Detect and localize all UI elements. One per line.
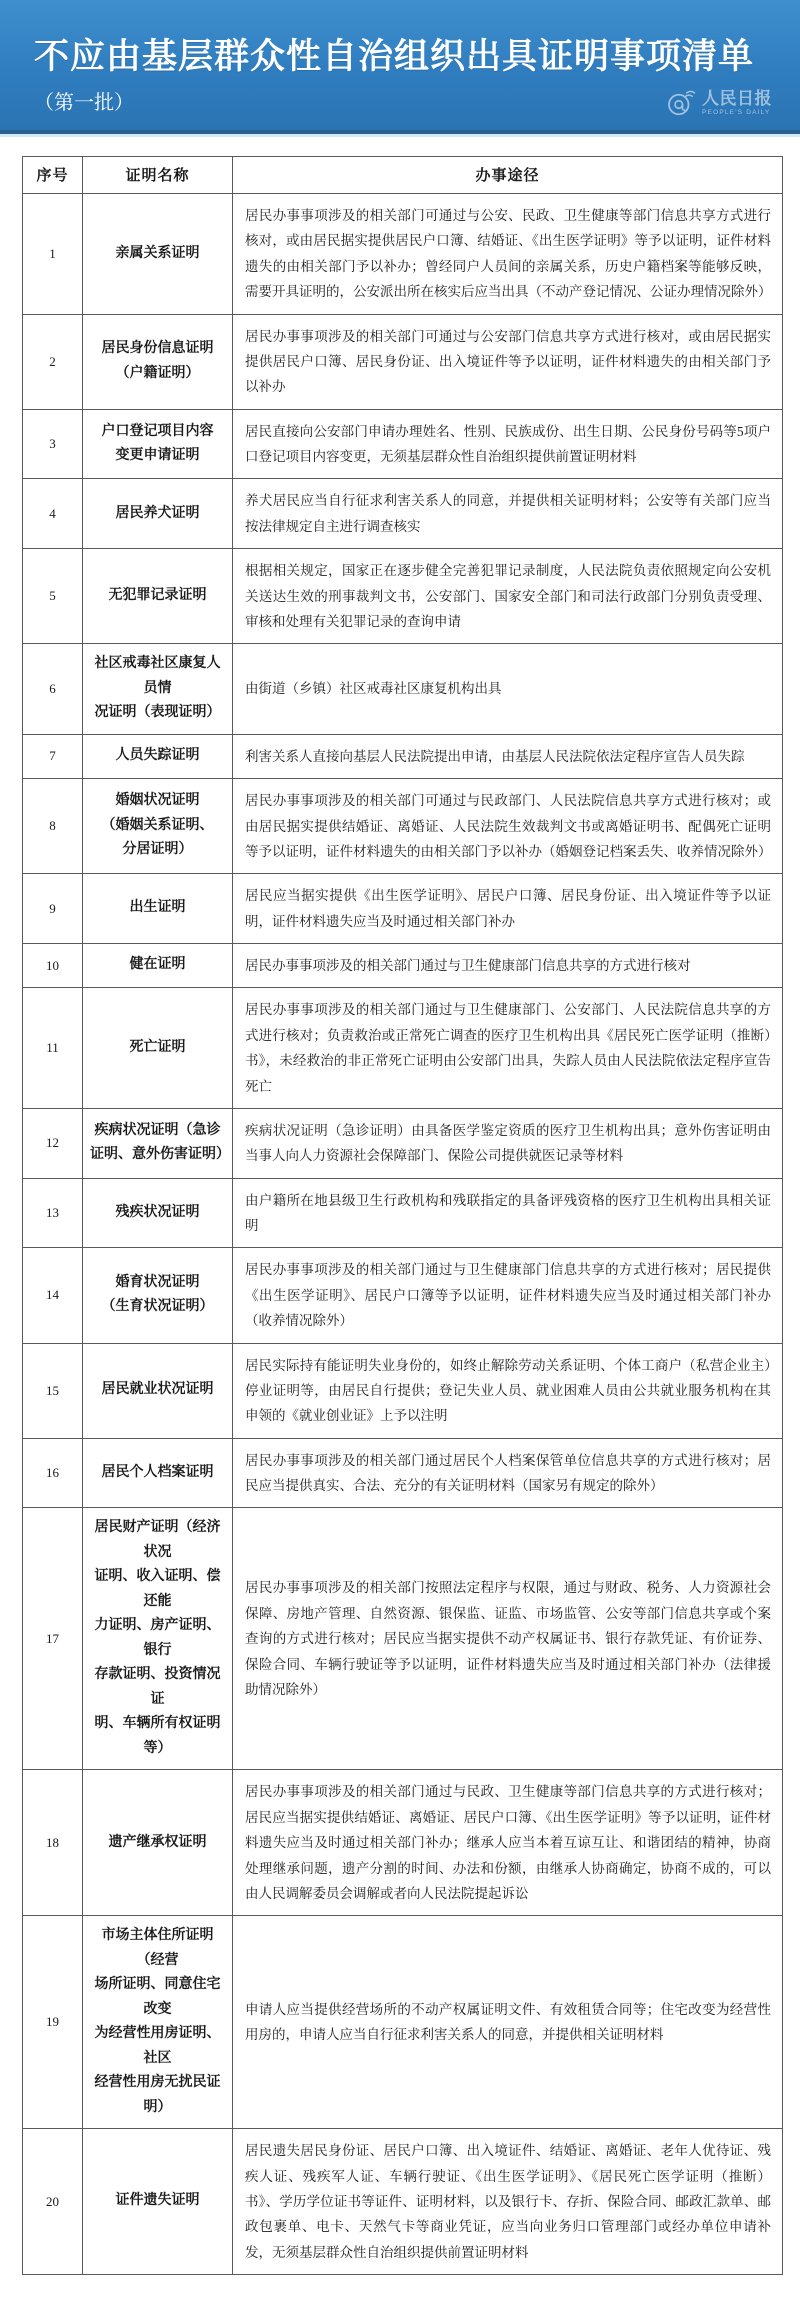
- cell-handling-route: 居民办事事项涉及的相关部门可通过与民政部门、人民法院信息共享方式进行核对；或由居民据实提供结婚证、离婚证、人民法院生效裁判文书或离婚证明书、配偶死亡证明等予以证明，证件材料遗失的由相关部门予以补办（婚姻登记档案丢失、收养情况除外）: [233, 779, 783, 874]
- table-header-row: [23, 157, 783, 194]
- table-row: [23, 1508, 783, 1770]
- cell-sequence-number: 15: [23, 1343, 83, 1438]
- cell-certificate-name: 健在证明: [83, 944, 233, 988]
- cell-certificate-name: 居民养犬证明: [83, 479, 233, 549]
- cell-sequence-number: 11: [23, 988, 83, 1109]
- table-row: [23, 1438, 783, 1508]
- cell-handling-route: 疾病状况证明（急诊证明）由具备医学鉴定资质的医疗卫生机构出具；意外伤害证明由当事人向人力资源社会保障部门、保险公司提供就医记录等材料: [233, 1108, 783, 1178]
- cell-sequence-number: 3: [23, 409, 83, 479]
- cell-sequence-number: 7: [23, 734, 83, 778]
- cell-sequence-number: 6: [23, 644, 83, 735]
- table-row: [23, 1770, 783, 1916]
- cell-handling-route: 居民办事事项涉及的相关部门通过与民政、卫生健康等部门信息共享的方式进行核对；居民应当据实提供结婚证、离婚证、居民户口簿、《出生医学证明》等予以证明，证件材料遗失应当及时通过相关部门补办；继承人应当本着互谅互让、和谐团结的精神，协商处理继承问题，遗产分割的时间、办法和份额，由继承人协商确定，协商不成的，可以由人民调解委员会调解或者向人民法院提起诉讼: [233, 1770, 783, 1916]
- cell-certificate-name: 婚姻状况证明 （婚姻关系证明、 分居证明）: [83, 779, 233, 874]
- cell-handling-route: 居民办事事项涉及的相关部门通过与卫生健康部门信息共享的方式进行核对: [233, 944, 783, 988]
- table-row: [23, 549, 783, 644]
- cell-certificate-name: 居民就业状况证明: [83, 1343, 233, 1438]
- table-row: [23, 734, 783, 778]
- cell-sequence-number: 18: [23, 1770, 83, 1916]
- cell-certificate-name: 市场主体住所证明（经营 场所证明、同意住宅改变 为经营性用房证明、社区 经营性用房无扰民证明）: [83, 1916, 233, 2129]
- cell-sequence-number: 12: [23, 1108, 83, 1178]
- page-title: 不应由基层群众性自治组织出具证明事项清单: [34, 37, 755, 76]
- cell-sequence-number: 10: [23, 944, 83, 988]
- cell-handling-route: 居民办事事项涉及的相关部门可通过与公安部门信息共享方式进行核对，或由居民据实提供居民户口簿、居民身份证、出入境证件等予以证明，证件材料遗失的由相关部门予以补办: [233, 314, 783, 409]
- cell-sequence-number: 20: [23, 2129, 83, 2275]
- logo-english-name: PEOPLE'S DAILY: [702, 108, 771, 116]
- cell-sequence-number: 16: [23, 1438, 83, 1508]
- table-row: [23, 644, 783, 735]
- table-row: [23, 409, 783, 479]
- cell-handling-route: 居民办事事项涉及的相关部门按照法定程序与权限，通过与财政、税务、人力资源社会保障、房地产管理、自然资源、银保监、证监、市场监管、公安等部门信息共享或个案查询的方式进行核对；居民应当据实提供不动产权属证书、银行存款凭证、有价证券、保险合同、车辆行驶证等予以证明，证件材料遗失应当及时通过相关部门补办（法律援助情况除外）: [233, 1508, 783, 1770]
- table-row: [23, 944, 783, 988]
- logo-wordmark: [702, 90, 772, 117]
- cell-certificate-name: 疾病状况证明（急诊 证明、意外伤害证明）: [83, 1108, 233, 1178]
- cell-handling-route: 居民办事事项涉及的相关部门通过与卫生健康部门、公安部门、人民法院信息共享的方式进行核对；负责救治或正常死亡调查的医疗卫生机构出具《居民死亡医学证明（推断）书》，未经救治的非正常死亡证明由公安部门出具，失踪人员由人民法院依法定程序宣告死亡: [233, 988, 783, 1109]
- cell-certificate-name: 居民身份信息证明 （户籍证明）: [83, 314, 233, 409]
- cell-handling-route: 居民办事事项涉及的相关部门通过居民个人档案保管单位信息共享的方式进行核对；居民应当提供真实、合法、充分的有关证明材料（国家另有规定的除外）: [233, 1438, 783, 1508]
- cell-handling-route: 根据相关规定，国家正在逐步健全完善犯罪记录制度，人民法院负责依照规定向公安机关送达生效的刑事裁判文书，公安部门、国家安全部门和司法行政部门分别负责受理、审核和处理有关犯罪记录的查询申请: [233, 549, 783, 644]
- cell-sequence-number: 5: [23, 549, 83, 644]
- cell-certificate-name: 婚育状况证明 （生育状况证明）: [83, 1248, 233, 1343]
- cell-certificate-name: 人员失踪证明: [83, 734, 233, 778]
- table-container: [0, 137, 800, 2297]
- cell-certificate-name: 社区戒毒社区康复人员情 况证明（表现证明）: [83, 644, 233, 735]
- cell-handling-route: 居民实际持有能证明失业身份的，如终止解除劳动关系证明、个体工商户（私营企业主）停业证明等，由居民自行提供；登记失业人员、就业困难人员由公共就业服务机构在其申领的《就业创业证》上予以注明: [233, 1343, 783, 1438]
- peoples-daily-logo: [666, 88, 772, 118]
- cell-handling-route: 居民直接向公安部门申请办理姓名、性别、民族成份、出生日期、公民身份号码等5项户口登记项目内容变更，无须基层群众性自治组织提供前置证明材料: [233, 409, 783, 479]
- table-row: [23, 194, 783, 315]
- cell-handling-route: 居民遗失居民身份证、居民户口簿、出入境证件、结婚证、离婚证、老年人优待证、残疾人证、残疾军人证、车辆行驶证、《出生医学证明》、《居民死亡医学证明（推断）书》、学历学位证书等证件、证明材料，以及银行卡、存折、保险合同、邮政汇款单、邮政包裹单、电卡、天然气卡等商业凭证，应当向业务归口管理部门或经办单位申请补发，无须基层群众性自治组织提供前置证明材料: [233, 2129, 783, 2275]
- column-header-name: 证明名称: [83, 157, 233, 194]
- cell-sequence-number: 19: [23, 1916, 83, 2129]
- cell-sequence-number: 2: [23, 314, 83, 409]
- cell-certificate-name: 残疾状况证明: [83, 1178, 233, 1248]
- cell-sequence-number: 14: [23, 1248, 83, 1343]
- column-header-route: 办事途径: [233, 157, 783, 194]
- cell-certificate-name: 出生证明: [83, 874, 233, 944]
- cell-certificate-name: 居民财产证明（经济状况 证明、收入证明、偿还能 力证明、房产证明、银行 存款证明、投资情况证 明、车辆所有权证明等）: [83, 1508, 233, 1770]
- logo-chinese-name: 人民日报: [702, 88, 772, 108]
- cell-handling-route: 利害关系人直接向基层人民法院提出申请，由基层人民法院依法定程序宣告人员失踪: [233, 734, 783, 778]
- table-row: [23, 1248, 783, 1343]
- table-body: [23, 194, 783, 2275]
- cell-certificate-name: 无犯罪记录证明: [83, 549, 233, 644]
- cell-certificate-name: 户口登记项目内容 变更申请证明: [83, 409, 233, 479]
- cell-handling-route: 由户籍所在地县级卫生行政机构和残联指定的具备评残资格的医疗卫生机构出具相关证明: [233, 1178, 783, 1248]
- table-row: [23, 874, 783, 944]
- cell-sequence-number: 9: [23, 874, 83, 944]
- cell-handling-route: 由街道（乡镇）社区戒毒社区康复机构出具: [233, 644, 783, 735]
- cell-certificate-name: 居民个人档案证明: [83, 1438, 233, 1508]
- cell-handling-route: 居民办事事项涉及的相关部门通过与卫生健康部门信息共享的方式进行核对；居民提供《出生医学证明》、居民户口簿等予以证明，证件材料遗失应当及时通过相关部门补办（收养情况除外）: [233, 1248, 783, 1343]
- table-row: [23, 1178, 783, 1248]
- cell-certificate-name: 亲属关系证明: [83, 194, 233, 315]
- table-row: [23, 314, 783, 409]
- cell-certificate-name: 证件遗失证明: [83, 2129, 233, 2275]
- table-row: [23, 988, 783, 1109]
- certificate-list-table: [22, 156, 783, 2275]
- cell-sequence-number: 1: [23, 194, 83, 315]
- table-header: [23, 157, 783, 194]
- cell-handling-route: 养犬居民应当自行征求利害关系人的同意，并提供相关证明材料；公安等有关部门应当按法律规定自主进行调查核实: [233, 479, 783, 549]
- cell-certificate-name: 死亡证明: [83, 988, 233, 1109]
- cell-sequence-number: 8: [23, 779, 83, 874]
- page-subtitle: （第一批）: [34, 92, 134, 114]
- table-row: [23, 1916, 783, 2129]
- cell-handling-route: 居民办事事项涉及的相关部门可通过与公安、民政、卫生健康等部门信息共享方式进行核对，或由居民据实提供居民户口簿、结婚证、《出生医学证明》等予以证明，证件材料遗失的由相关部门予以补办；曾经同户人员间的亲属关系，历史户籍档案等能够反映，需要开具证明的，公安派出所在核实后应当出具（不动产登记情况、公证办理情况除外）: [233, 194, 783, 315]
- cell-handling-route: 申请人应当提供经营场所的不动产权属证明文件、有效租赁合同等；住宅改变为经营性用房的，申请人应当自行征求利害关系人的同意，并提供相关证明材料: [233, 1916, 783, 2129]
- at-sign-wifi-icon: [666, 88, 696, 118]
- table-row: [23, 1343, 783, 1438]
- page-banner: [0, 0, 800, 130]
- cell-sequence-number: 17: [23, 1508, 83, 1770]
- table-row: [23, 479, 783, 549]
- cell-sequence-number: 13: [23, 1178, 83, 1248]
- table-row: [23, 2129, 783, 2275]
- cell-certificate-name: 遗产继承权证明: [83, 1770, 233, 1916]
- cell-sequence-number: 4: [23, 479, 83, 549]
- table-row: [23, 779, 783, 874]
- column-header-no: 序号: [23, 157, 83, 194]
- table-row: [23, 1108, 783, 1178]
- cell-handling-route: 居民应当据实提供《出生医学证明》、居民户口簿、居民身份证、出入境证件等予以证明，证件材料遗失应当及时通过相关部门补办: [233, 874, 783, 944]
